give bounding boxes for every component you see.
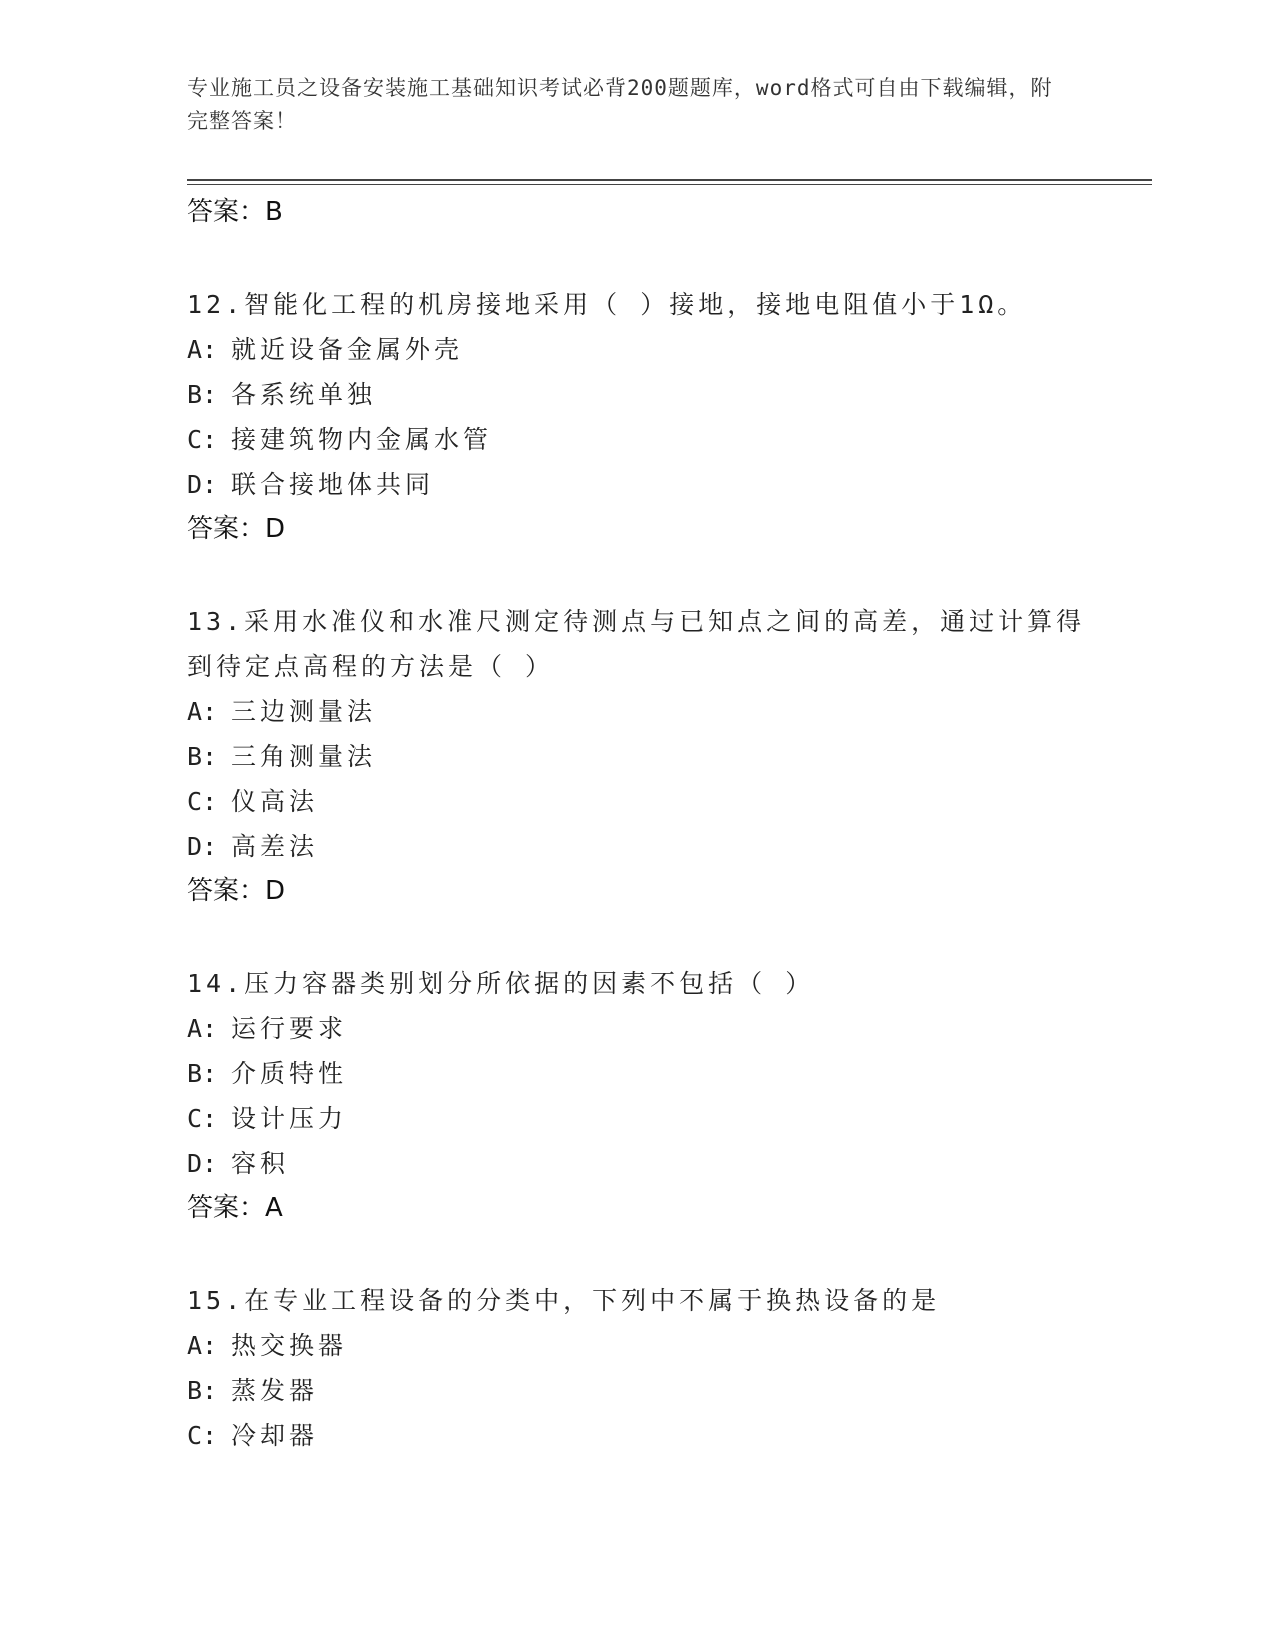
answer-line: 答案：D: [187, 876, 286, 906]
answer-line: 答案：B: [187, 197, 283, 227]
option-d: [187, 824, 1087, 869]
question-13: [187, 599, 1087, 914]
option-key: B:: [187, 742, 218, 771]
question-15: [187, 1278, 1087, 1458]
question-title: 13.采用水准仪和水准尺测定待测点与已知点之间的高差，通过计算得到待定点高程的方法是（ ）: [187, 607, 1086, 681]
option-c: [187, 779, 1087, 824]
option-a: [187, 1323, 1087, 1368]
option-key: C:: [187, 787, 218, 816]
option-text: 设计压力: [231, 1104, 348, 1133]
option-text: 联合接地体共同: [231, 470, 435, 499]
option-key: C:: [187, 1104, 218, 1133]
option-text: 介质特性: [231, 1059, 348, 1088]
question-12: [187, 282, 1087, 552]
option-key: B:: [187, 1376, 218, 1405]
option-key: D:: [187, 1149, 218, 1178]
option-text: 冷却器: [231, 1421, 319, 1450]
option-d: [187, 1141, 1087, 1186]
option-a: [187, 689, 1087, 734]
option-b: [187, 372, 1087, 417]
document-body: [187, 190, 1087, 1458]
option-key: B:: [187, 380, 218, 409]
question-title: 12.智能化工程的机房接地采用（ ）接地，接地电阻值小于1Ω。: [187, 290, 1027, 319]
option-c: [187, 1096, 1087, 1141]
option-b: [187, 1368, 1087, 1413]
option-text: 就近设备金属外壳: [231, 335, 464, 364]
option-a: [187, 1006, 1087, 1051]
option-text: 三边测量法: [231, 697, 377, 726]
answer-line: 答案：D: [187, 514, 286, 544]
option-key: A:: [187, 1014, 218, 1043]
option-key: C:: [187, 1421, 218, 1450]
option-text: 热交换器: [231, 1331, 348, 1360]
option-c: [187, 417, 1087, 462]
question-title: 15.在专业工程设备的分类中，下列中不属于换热设备的是: [187, 1286, 941, 1315]
option-c: [187, 1413, 1087, 1458]
option-key: C:: [187, 425, 218, 454]
option-key: A:: [187, 1331, 218, 1360]
question-14: [187, 961, 1087, 1231]
answer-line: 答案：A: [187, 1193, 283, 1223]
document-header: 专业施工员之设备安装施工基础知识考试必背200题题库，word格式可自由下载编辑，附完整答案！: [187, 76, 1053, 133]
option-text: 三角测量法: [231, 742, 377, 771]
option-key: B:: [187, 1059, 218, 1088]
header-rule-thick: [187, 179, 1152, 181]
option-d: [187, 462, 1087, 507]
option-key: A:: [187, 697, 218, 726]
option-b: [187, 1051, 1087, 1096]
option-text: 仪高法: [231, 787, 319, 816]
option-text: 运行要求: [231, 1014, 348, 1043]
option-b: [187, 734, 1087, 779]
option-key: D:: [187, 470, 218, 499]
option-text: 各系统单独: [231, 380, 377, 409]
question-title: 14.压力容器类别划分所依据的因素不包括（ ）: [187, 969, 815, 998]
option-text: 接建筑物内金属水管: [231, 425, 493, 454]
option-text: 容积: [231, 1149, 290, 1178]
option-key: A:: [187, 335, 218, 364]
option-text: 高差法: [231, 832, 319, 861]
option-key: D:: [187, 832, 218, 861]
option-text: 蒸发器: [231, 1376, 319, 1405]
option-a: [187, 327, 1087, 372]
header-rule-thin: [187, 184, 1152, 185]
